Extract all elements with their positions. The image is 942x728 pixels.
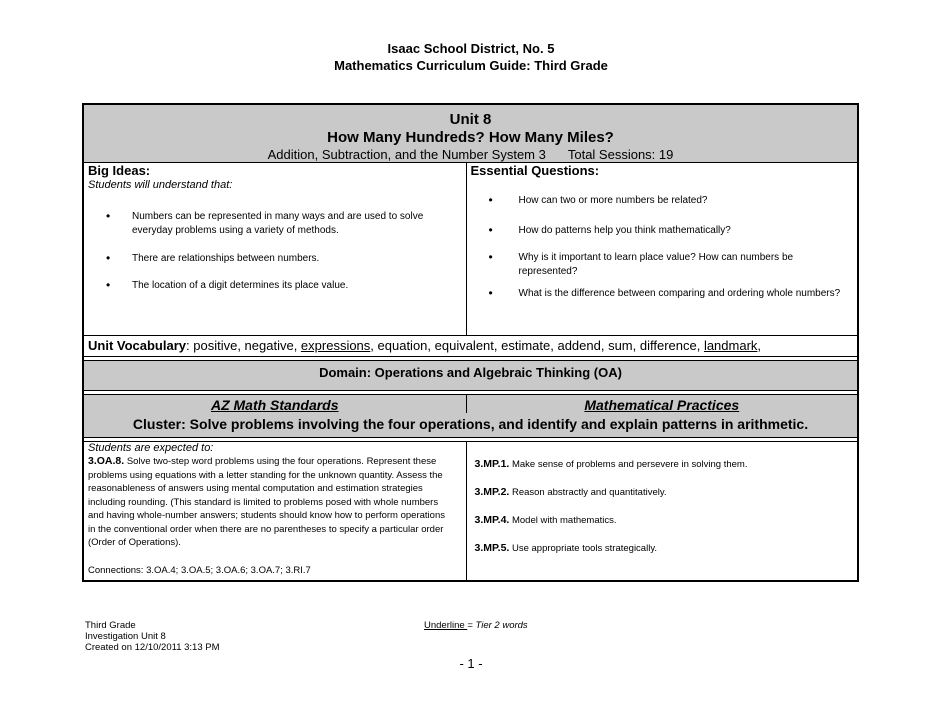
footer-investigation: Investigation Unit 8 — [85, 631, 166, 642]
big-ideas-cell — [83, 163, 466, 336]
unit-title: How Many Hundreds? How Many Miles? — [327, 129, 614, 146]
cluster-title: Cluster: Solve problems involving the four operations, and identify and explain patterns in arithmetic. — [83, 413, 858, 438]
page-number: - 1 - — [459, 656, 483, 671]
bullet-icon: • — [488, 250, 493, 264]
unit-strand: Addition, Subtraction, and the Number System 3 — [267, 147, 546, 162]
bullet-icon: • — [488, 286, 493, 300]
standard-3oa8: 3.OA.8. Solve two-step word problems using the four operations. Represent these — [88, 455, 437, 467]
unit-vocabulary: Unit Vocabulary: positive, negative, expressions, equation, equivalent, estimate, addend, sum, difference, landmark, — [83, 336, 858, 357]
practices-cell — [466, 442, 858, 582]
footer-left — [85, 620, 220, 653]
standards-cell: Students are expected to: 3.OA.8. Solve two-step word problems using the four operations. Represent these problems using equations with a letter standing for the unknown quantity. Assess the reasonableness of answers using mental computation and estimation strategies including rounding. (This standard is limited to problems posed with whole numbers and having whole-number answers; students should know how to perform operations in the conventional order when there are no parentheses to specify a particular order (Order of Operations). Connections: 3.OA.4; 3.OA.5; 3.OA.6; 3.OA.7; 3.RI.7 — [83, 442, 466, 582]
list-item: • Numbers can be represented in many ways and are used to solve everyday problems using a variety of methods. — [106, 209, 424, 236]
domain-title: Domain: Operations and Algebraic Thinking (OA) — [83, 361, 858, 391]
unit-header-row — [83, 104, 858, 163]
unit-subtitle — [88, 147, 853, 162]
footer-grade: Third Grade — [85, 620, 136, 631]
document-header — [0, 40, 942, 74]
footer-legend: Underline = Tier 2 words — [424, 620, 528, 631]
standards-heading-row — [83, 395, 858, 414]
total-sessions: Total Sessions: 19 — [567, 147, 674, 162]
list-item: • The location of a digit determines its place value. — [106, 278, 349, 292]
practice-item: 3.MP.5. Use appropriate tools strategically. — [474, 542, 658, 554]
essential-questions-cell — [466, 163, 858, 336]
vocabulary-row — [83, 336, 858, 357]
standards-lead: Students are expected to: — [88, 442, 214, 454]
domain-row — [83, 361, 858, 391]
list-item: • How can two or more numbers be related? — [488, 193, 708, 207]
connections: Connections: 3.OA.4; 3.OA.5; 3.OA.6; 3.OA.7; 3.RI.7 — [88, 564, 311, 576]
big-ideas-list — [88, 210, 462, 293]
cluster-row — [83, 413, 858, 438]
big-ideas-intro: Students will understand that: — [88, 179, 233, 191]
unit-number: Unit 8 — [449, 111, 492, 128]
list-item: • How do patterns help you think mathematically? — [488, 223, 731, 237]
footer-created: Created on 12/10/2011 3:13 PM — [85, 642, 220, 653]
essential-questions-heading: Essential Questions: — [470, 163, 600, 178]
bullet-icon: • — [106, 251, 111, 265]
practice-item: 3.MP.4. Model with mathematics. — [474, 514, 617, 526]
guide-title: Mathematics Curriculum Guide: Third Grade — [334, 58, 608, 73]
district-name: Isaac School District, No. 5 — [387, 41, 555, 56]
bullet-icon: • — [488, 193, 493, 207]
bullet-icon: • — [106, 209, 111, 223]
practices-heading: Mathematical Practices — [466, 395, 858, 414]
practice-item: 3.MP.2. Reason abstractly and quantitatively. — [474, 486, 667, 498]
standards-row — [83, 442, 858, 582]
tier2-word: landmark — [703, 338, 758, 353]
list-item: • Why is it important to learn place value? How can numbers be represented? — [488, 250, 794, 277]
list-item: • What is the difference between comparing and ordering whole numbers? — [488, 286, 841, 300]
list-item: • There are relationships between numbers. — [106, 251, 320, 265]
curriculum-table — [82, 103, 859, 582]
practice-item: 3.MP.1. Make sense of problems and persevere in solving them. — [474, 458, 748, 470]
tier2-word: expressions — [300, 338, 371, 353]
bullet-icon: • — [488, 223, 493, 237]
big-ideas-heading: Big Ideas: — [88, 163, 151, 178]
standard-code: 3.OA.8. — [88, 455, 125, 467]
bullet-icon: • — [106, 278, 111, 292]
vocabulary-label: Unit Vocabulary — [88, 338, 187, 353]
standards-heading: AZ Math Standards — [83, 395, 466, 414]
essential-questions-list — [471, 194, 854, 301]
ideas-row — [83, 163, 858, 336]
